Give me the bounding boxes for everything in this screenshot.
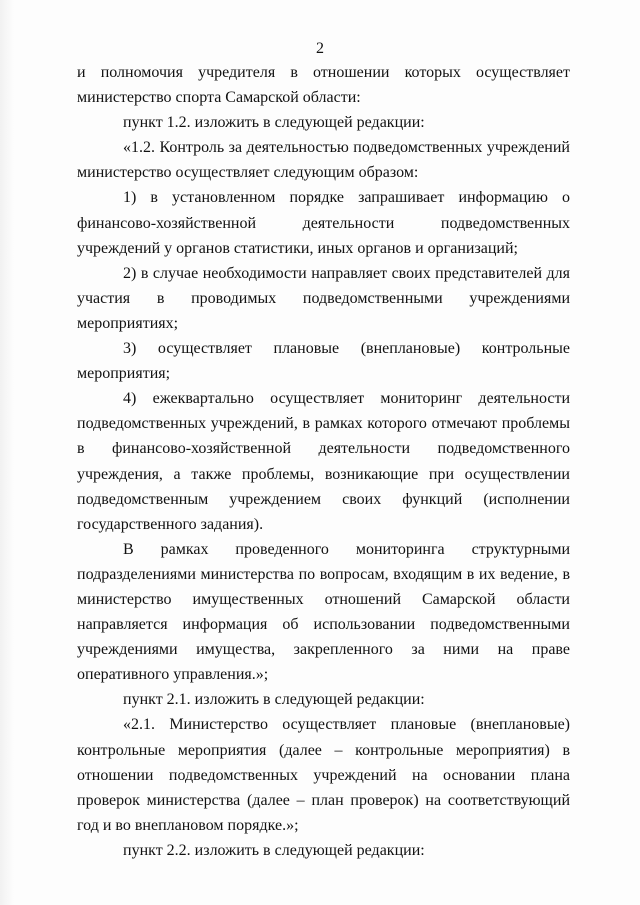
page-number: 2 xyxy=(316,40,324,57)
paragraph-subitem-3: 3) осуществляет плановые (внеплановые) контрольные мероприятия; xyxy=(77,340,570,383)
paragraph-item-2-1: «2.1. Министерство осуществляет плановые (внеплановые) контрольные мероприятия (далее – контрольные мероприятия) в отношении подведомственных учреждений на основании плана проверок министерства (далее – план проверок) на соответствующий год и во внеплановом порядке.»; xyxy=(77,716,570,834)
paragraph-item-1-2: «1.2. Контроль за деятельностью подведомственных учреждений министерство осуществляет следующим образом: xyxy=(77,139,570,182)
paragraph-intro: и полномочия учредителя в отношении которых осуществляет министерство спорта Самарской области: xyxy=(77,64,570,107)
scan-edge xyxy=(0,0,14,905)
paragraph-subitem-1: 1) в установленном порядке запрашивает информацию о финансово-хозяйственной деятельности подведомственных учреждений у органов статистики, иных органов и организаций; xyxy=(77,189,570,257)
paragraph-subitem-2: 2) в случае необходимости направляет своих представителей для участия в проводимых подведомственными учреждениями мероприятиях; xyxy=(77,264,570,332)
paragraph-item-2-2-heading: пункт 2.2. изложить в следующей редакции: xyxy=(123,841,425,859)
paragraph-item-1-2-heading: пункт 1.2. изложить в следующей редакции: xyxy=(123,114,425,132)
document-body xyxy=(77,60,570,863)
paragraph-item-2-1-heading: пункт 2.1. изложить в следующей редакции: xyxy=(123,691,425,709)
paragraph-monitoring: В рамках проведенного мониторинга структурными подразделениями министерства по вопросам, входящим в их ведение, в министерство имущественных отношений Самарской области направляется информация об использовании подведомственными учреждениями имущества, закрепленного за ними на праве оперативного управления.»; xyxy=(77,540,570,684)
paragraph-subitem-4: 4) ежеквартально осуществляет мониторинг деятельности подведомственных учреждений, в рамках которого отмечают проблемы в финансово-хозяйственной деятельности подведомственного учреждения, а также проблемы, возникающие при осуществлении подведомственным учреждением своих функций (исполнении государственного задания). xyxy=(77,390,570,533)
